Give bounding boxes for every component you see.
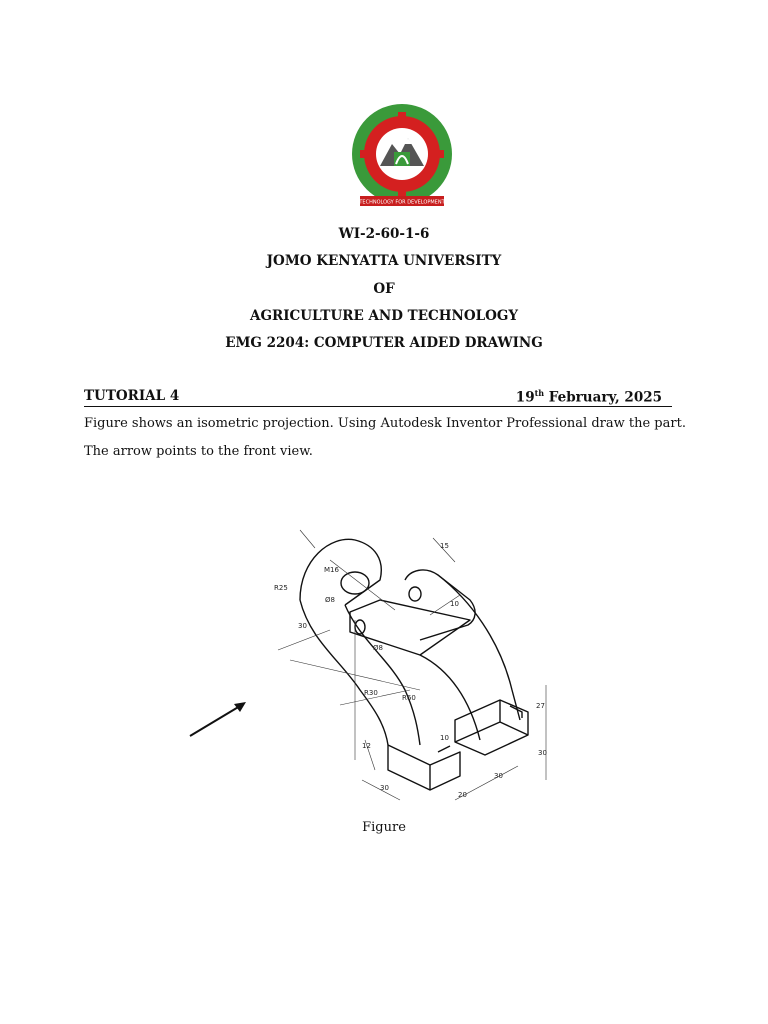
svg-text:12: 12	[362, 742, 371, 750]
svg-text:R30: R30	[364, 689, 378, 697]
tutorial-row	[84, 388, 672, 407]
university-name: JOMO KENYATTA UNIVERSITY	[266, 253, 502, 269]
isometric-drawing	[180, 520, 560, 815]
svg-text:30: 30	[494, 772, 503, 780]
document-code: WI-2-60-1-6	[338, 226, 430, 242]
tutorial-label: TUTORIAL 4	[84, 388, 180, 404]
instructions-text: Figure shows an isometric projection. Using Autodesk Inventor Professional draw the part. The arrow points to the front view.	[84, 416, 686, 459]
svg-text:R60: R60	[402, 694, 416, 702]
figure-caption: Figure	[362, 820, 406, 835]
svg-text:Ø8: Ø8	[373, 644, 383, 652]
svg-text:R25: R25	[274, 584, 288, 592]
svg-text:M16: M16	[324, 566, 339, 574]
svg-text:30: 30	[538, 749, 547, 757]
university-subtitle: AGRICULTURE AND TECHNOLOGY	[249, 308, 519, 324]
svg-text:30: 30	[298, 622, 307, 630]
svg-text:15: 15	[440, 542, 449, 550]
svg-text:27: 27	[536, 702, 545, 710]
course-title: EMG 2204: COMPUTER AIDED DRAWING	[225, 335, 543, 351]
tutorial-date: 19th February, 2025	[515, 388, 662, 406]
university-of: OF	[373, 281, 395, 297]
university-logo	[346, 104, 458, 210]
svg-text:TECHNOLOGY FOR DEVELOPMENT: TECHNOLOGY FOR DEVELOPMENT	[359, 199, 445, 206]
svg-text:20: 20	[458, 791, 467, 799]
svg-text:30: 30	[380, 784, 389, 792]
front-view-arrow-icon	[190, 702, 246, 736]
svg-text:10: 10	[450, 600, 459, 608]
svg-text:10: 10	[440, 734, 449, 742]
svg-text:Ø8: Ø8	[325, 596, 335, 604]
